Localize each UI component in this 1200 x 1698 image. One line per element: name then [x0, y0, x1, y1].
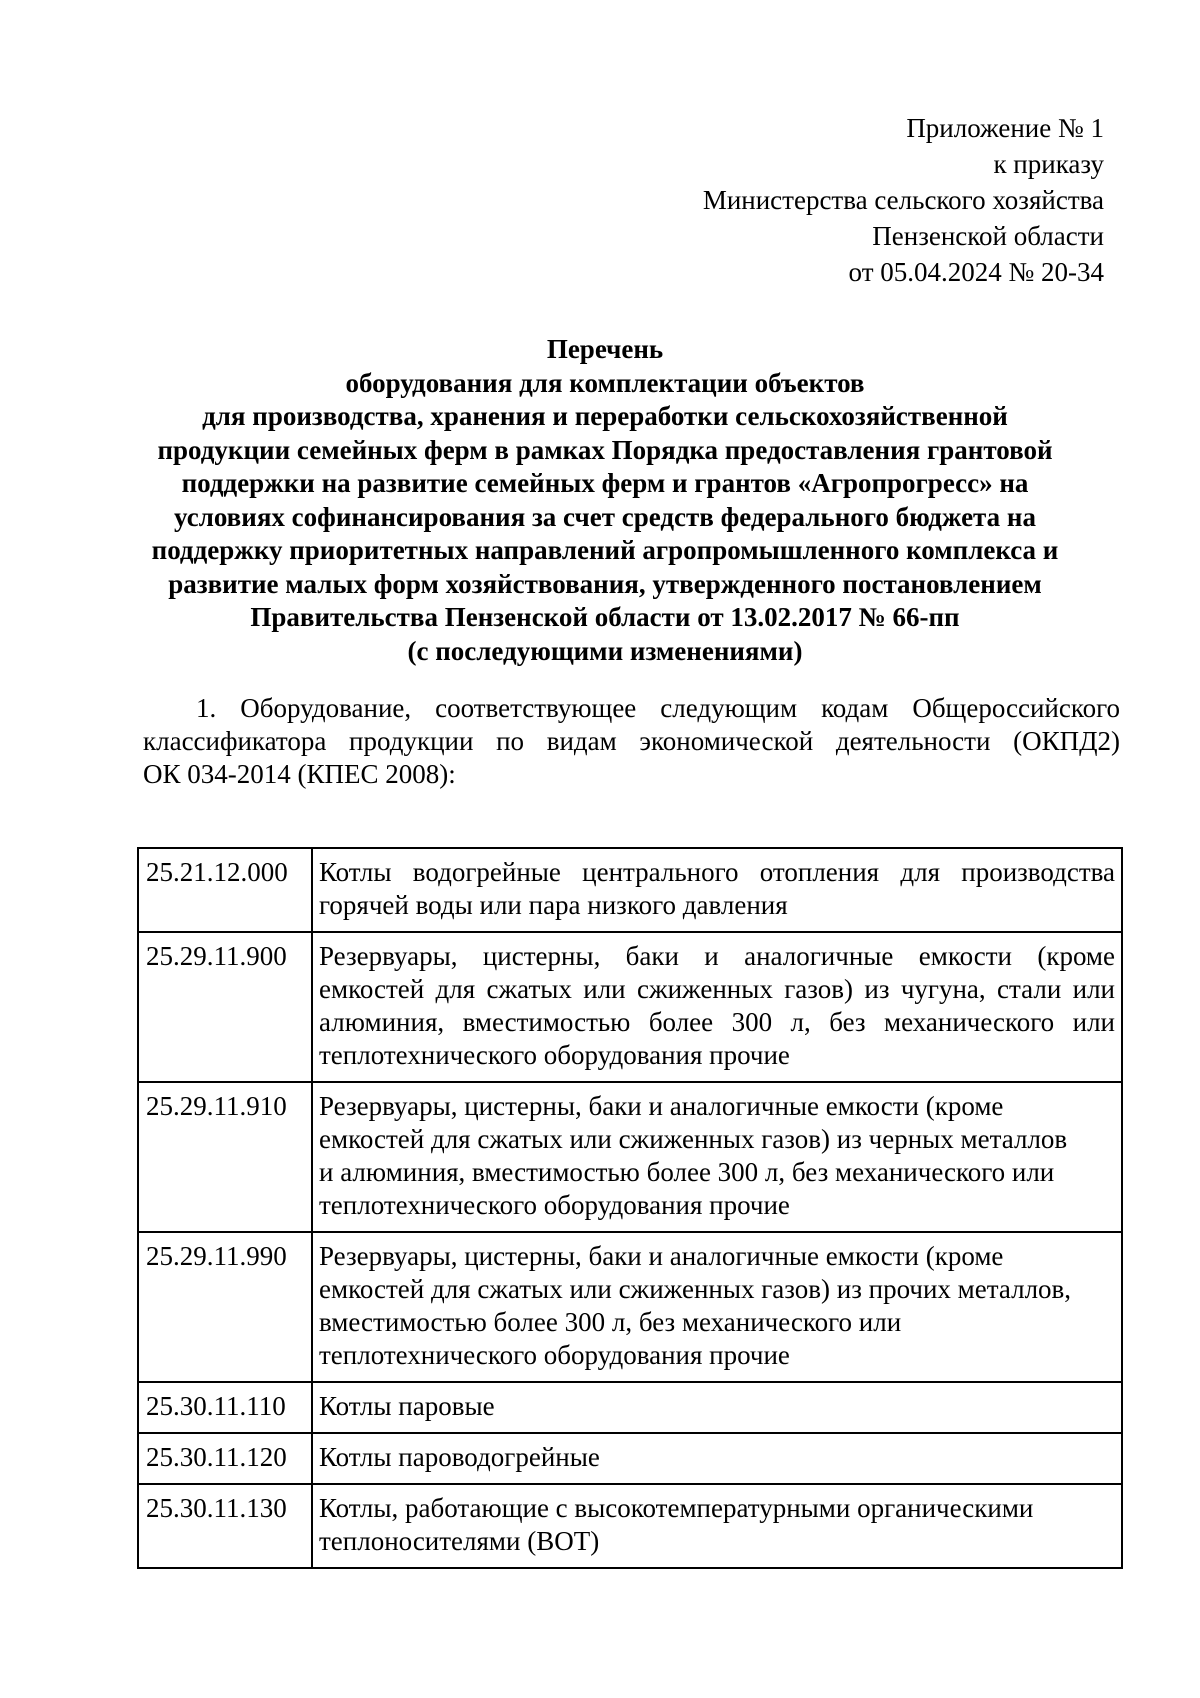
- description-line: Резервуары, цистерны, баки и аналогичные емкости (кроме: [319, 1091, 1004, 1121]
- intro-line: ОК 034-2014 (КПЕС 2008):: [143, 759, 456, 789]
- description-line: Котлы паровые: [319, 1391, 495, 1421]
- table-row: [138, 1484, 1122, 1568]
- description-line: алюминия, вместимостью более 300 л, без механического или: [319, 1007, 1115, 1037]
- equipment-description-cell: [312, 932, 1122, 1082]
- description-line: теплотехнического оборудования прочие: [319, 1190, 790, 1220]
- title-line: развитие малых форм хозяйствования, утвержденного постановлением: [168, 568, 1042, 599]
- description-line: теплоносителями (ВОТ): [319, 1526, 600, 1556]
- title-line: условиях софинансирования за счет средств федерального бюджета на: [174, 501, 1036, 532]
- description-line: емкостей для сжатых или сжиженных газов) из прочих металлов,: [319, 1274, 1072, 1304]
- description-line: емкостей для сжатых или сжиженных газов) из черных металлов: [319, 1124, 1068, 1154]
- equipment-description-cell: [312, 1433, 1122, 1484]
- appendix-ministry: Министерства сельского хозяйства: [702, 185, 1104, 215]
- appendix-number: Приложение № 1: [906, 113, 1104, 143]
- table-row: [138, 848, 1122, 932]
- description-line: и алюминия, вместимостью более 300 л, без механического или: [319, 1157, 1055, 1187]
- table-row: [138, 1382, 1122, 1433]
- table-row: [138, 932, 1122, 1082]
- equipment-description-cell: [312, 848, 1122, 932]
- title-line: оборудования для комплектации объектов: [345, 367, 865, 398]
- equipment-description-cell: [312, 1484, 1122, 1568]
- description-line: Котлы, работающие с высокотемпературными органическими: [319, 1493, 1034, 1523]
- intro-paragraph: [143, 692, 1120, 791]
- description-line: горячей воды или пара низкого давления: [319, 890, 788, 920]
- document-title: [140, 333, 1070, 668]
- title-heading: Перечень: [546, 334, 664, 364]
- appendix-date-number: от 05.04.2024 № 20-34: [848, 257, 1104, 287]
- equipment-description-cell: [312, 1232, 1122, 1382]
- title-line: продукции семейных ферм в рамках Порядка предоставления грантовой: [157, 434, 1053, 465]
- okpd2-code-cell: 25.30.11.110: [138, 1382, 312, 1433]
- description-line: емкостей для сжатых или сжиженных газов) из чугуна, стали или: [319, 974, 1115, 1004]
- description-line: теплотехнического оборудования прочие: [319, 1040, 790, 1070]
- okpd2-code-cell: 25.29.11.900: [138, 932, 312, 1082]
- description-line: Резервуары, цистерны, баки и аналогичные емкости (кроме: [319, 941, 1115, 971]
- appendix-order-ref: к приказу: [993, 149, 1104, 179]
- okpd2-code-cell: 25.29.11.910: [138, 1082, 312, 1232]
- description-line: Резервуары, цистерны, баки и аналогичные емкости (кроме: [319, 1241, 1004, 1271]
- table-row: [138, 1433, 1122, 1484]
- okpd2-codes-table: [137, 847, 1123, 1569]
- okpd2-code-cell: 25.30.11.120: [138, 1433, 312, 1484]
- title-line: (с последующими изменениями): [407, 635, 803, 666]
- okpd2-code-cell: 25.30.11.130: [138, 1484, 312, 1568]
- intro-line: 1. Оборудование, соответствующее следующим кодам Общероссийского: [196, 693, 1120, 723]
- okpd2-code-cell: 25.21.12.000: [138, 848, 312, 932]
- table-row: [138, 1232, 1122, 1382]
- description-line: вместимостью более 300 л, без механического или: [319, 1307, 902, 1337]
- title-line: для производства, хранения и переработки сельскохозяйственной: [202, 401, 1008, 431]
- equipment-description-cell: [312, 1082, 1122, 1232]
- okpd2-code-cell: 25.29.11.990: [138, 1232, 312, 1382]
- title-line: Правительства Пензенской области от 13.02.2017 № 66-пп: [250, 602, 960, 632]
- title-line: поддержки на развитие семейных ферм и грантов «Агропрогресс» на: [181, 468, 1029, 498]
- intro-line: классификатора продукции по видам экономической деятельности (ОКПД2): [143, 726, 1120, 756]
- appendix-region: Пензенской области: [872, 221, 1104, 251]
- description-line: Котлы пароводогрейные: [319, 1442, 600, 1472]
- table-row: [138, 1082, 1122, 1232]
- title-line: поддержку приоритетных направлений агропромышленного комплекса и: [151, 535, 1059, 565]
- equipment-description-cell: [312, 1382, 1122, 1433]
- description-line: Котлы водогрейные центрального отопления для производства: [319, 857, 1115, 887]
- description-line: теплотехнического оборудования прочие: [319, 1340, 790, 1370]
- appendix-header: [544, 110, 1104, 290]
